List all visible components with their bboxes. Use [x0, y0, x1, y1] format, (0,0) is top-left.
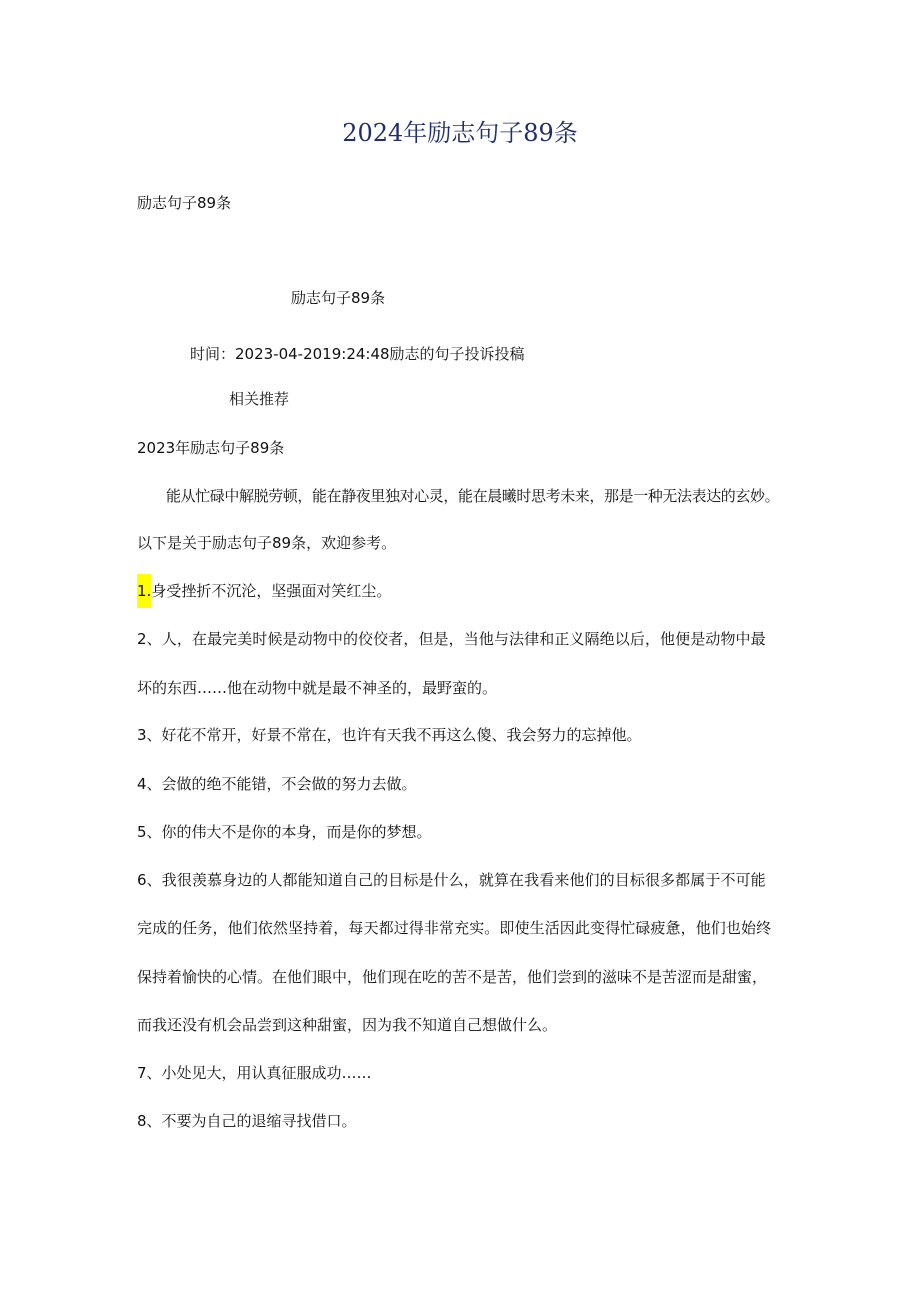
- list-item-1: [137, 580, 391, 602]
- list-item-5: 5、你的伟大不是你的本身，而是你的梦想。: [137, 823, 432, 841]
- inner-title: 励志句子89条: [291, 289, 386, 307]
- intro-paragraph-line-2: 以下是关于励志句子89条，欢迎参考。: [137, 534, 397, 552]
- list-item-2-line-1: 2、人，在最完美时候是动物中的佼佼者，但是，当他与法律和正义隔绝以后，他便是动物中最: [137, 630, 766, 648]
- list-item-text: 身受挫折不沉沦，坚强面对笑红尘。: [151, 582, 392, 600]
- list-item-6-line-2: 完成的任务，他们依然坚持着，每天都过得非常充实。即使生活因此变得忙碌疲惫，他们也始终: [137, 919, 772, 937]
- subtitle: 励志句子89条: [137, 194, 232, 212]
- highlighted-number: 1.: [137, 574, 151, 608]
- list-item-2-line-2: 坏的东西……他在动物中就是最不神圣的，最野蛮的。: [137, 679, 498, 697]
- list-item-6-line-1: 6、我很羡慕身边的人都能知道自己的目标是什么，就算在我看来他们的目标很多都属于不可能: [137, 871, 766, 889]
- meta-line: 时间：2023-04-2019:24:48励志的句子投诉投稿: [190, 345, 525, 363]
- section-title: 2023年励志句子89条: [137, 439, 285, 457]
- related-label: 相关推荐: [229, 390, 290, 408]
- intro-paragraph-line-1: 能从忙碌中解脱劳顿，能在静夜里独对心灵，能在晨曦时思考未来，那是一种无法表达的玄妙。: [166, 487, 780, 505]
- list-item-4: 4、会做的绝不能错，不会做的努力去做。: [137, 775, 417, 793]
- document-title: 2024年励志句子89条: [342, 119, 578, 147]
- list-item-6-line-4: 而我还没有机会品尝到这种甜蜜，因为我不知道自己想做什么。: [137, 1016, 558, 1034]
- list-item-6-line-3: 保持着愉快的心情。在他们眼中，他们现在吃的苦不是苦，他们尝到的滋味不是苦涩而是甜蜜，: [137, 968, 768, 986]
- list-item-3: 3、好花不常开，好景不常在，也许有天我不再这么傻、我会努力的忘掉他。: [137, 726, 642, 744]
- list-item-8: 8、不要为自己的退缩寻找借口。: [137, 1112, 357, 1130]
- list-item-7: 7、小处见大，用认真征服成功……: [137, 1064, 372, 1082]
